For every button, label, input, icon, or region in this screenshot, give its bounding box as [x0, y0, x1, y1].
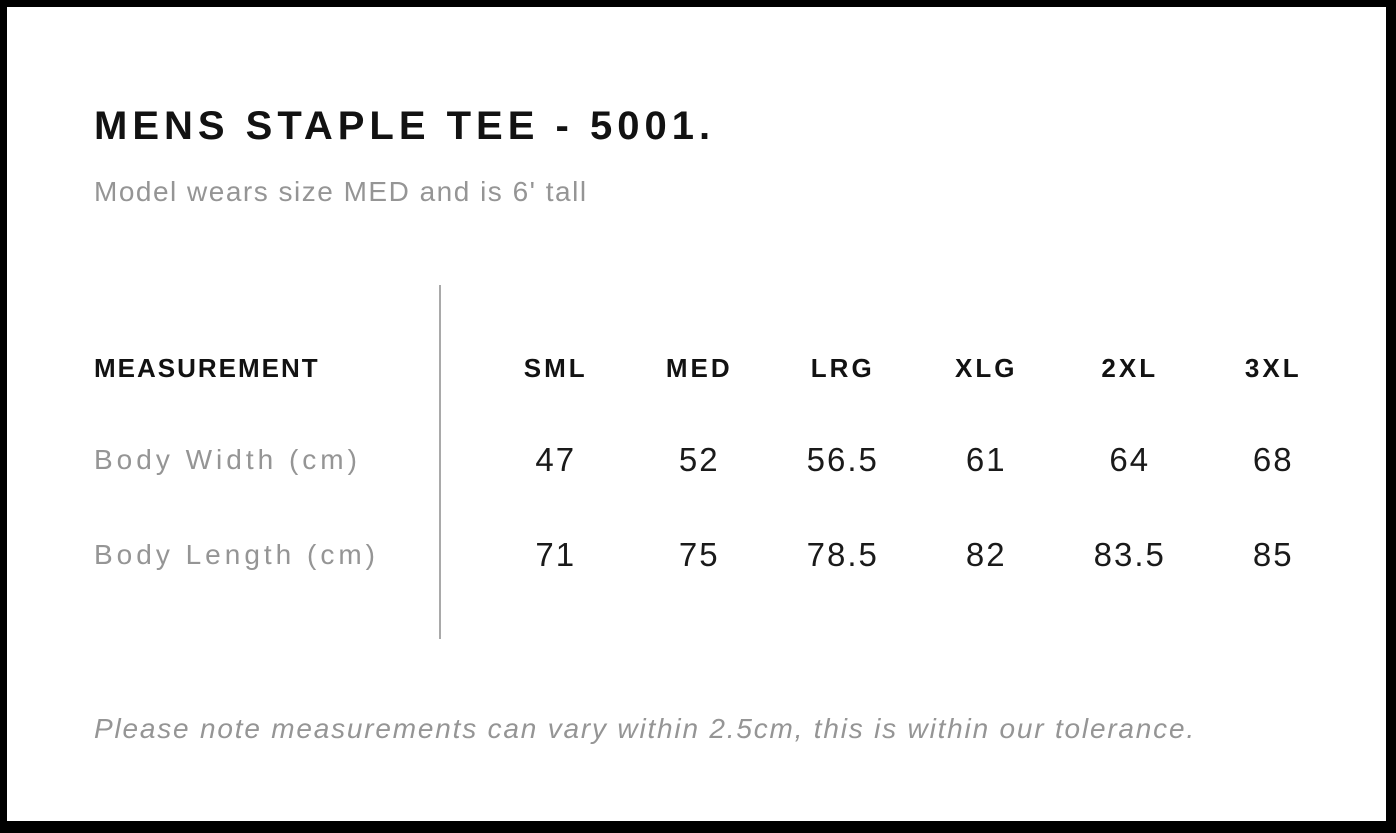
size-column-header-xlg: XLG [955, 352, 1018, 383]
tolerance-note: Please note measurements can vary within 2.5cm, this is within our tolerance. [94, 713, 1196, 744]
body-width-sml-value: 47 [535, 441, 577, 478]
body-width-lrg-value: 56.5 [806, 441, 879, 478]
row-label-body-width: Body Width (cm) [94, 444, 361, 475]
body-length-3xl-value: 85 [1252, 536, 1294, 573]
product-title: MENS STAPLE TEE - 5001. [94, 104, 716, 148]
body-length-2xl-value: 83.5 [1093, 536, 1166, 573]
body-length-lrg-value: 78.5 [806, 536, 879, 573]
body-width-xlg-value: 61 [965, 441, 1007, 478]
model-size-note: Model wears size MED and is 6' tall [94, 176, 588, 207]
size-column-header-sml: SML [523, 352, 588, 383]
body-width-3xl-value: 68 [1252, 441, 1294, 478]
body-length-sml-value: 71 [535, 536, 577, 573]
measurement-column-header: MEASUREMENT [94, 352, 320, 383]
size-column-header-3xl: 3XL [1244, 352, 1302, 383]
size-column-header-2xl: 2XL [1101, 352, 1159, 383]
size-chart-header-row [94, 336, 1345, 400]
body-length-med-value: 75 [678, 536, 720, 573]
body-width-row [94, 428, 1345, 492]
body-length-row [94, 523, 1345, 587]
size-column-header-med: MED [665, 352, 733, 383]
body-width-2xl-value: 64 [1109, 441, 1151, 478]
body-width-med-value: 52 [678, 441, 720, 478]
row-label-body-length: Body Length (cm) [94, 539, 379, 570]
body-length-xlg-value: 82 [965, 536, 1007, 573]
size-column-header-lrg: LRG [810, 352, 875, 383]
